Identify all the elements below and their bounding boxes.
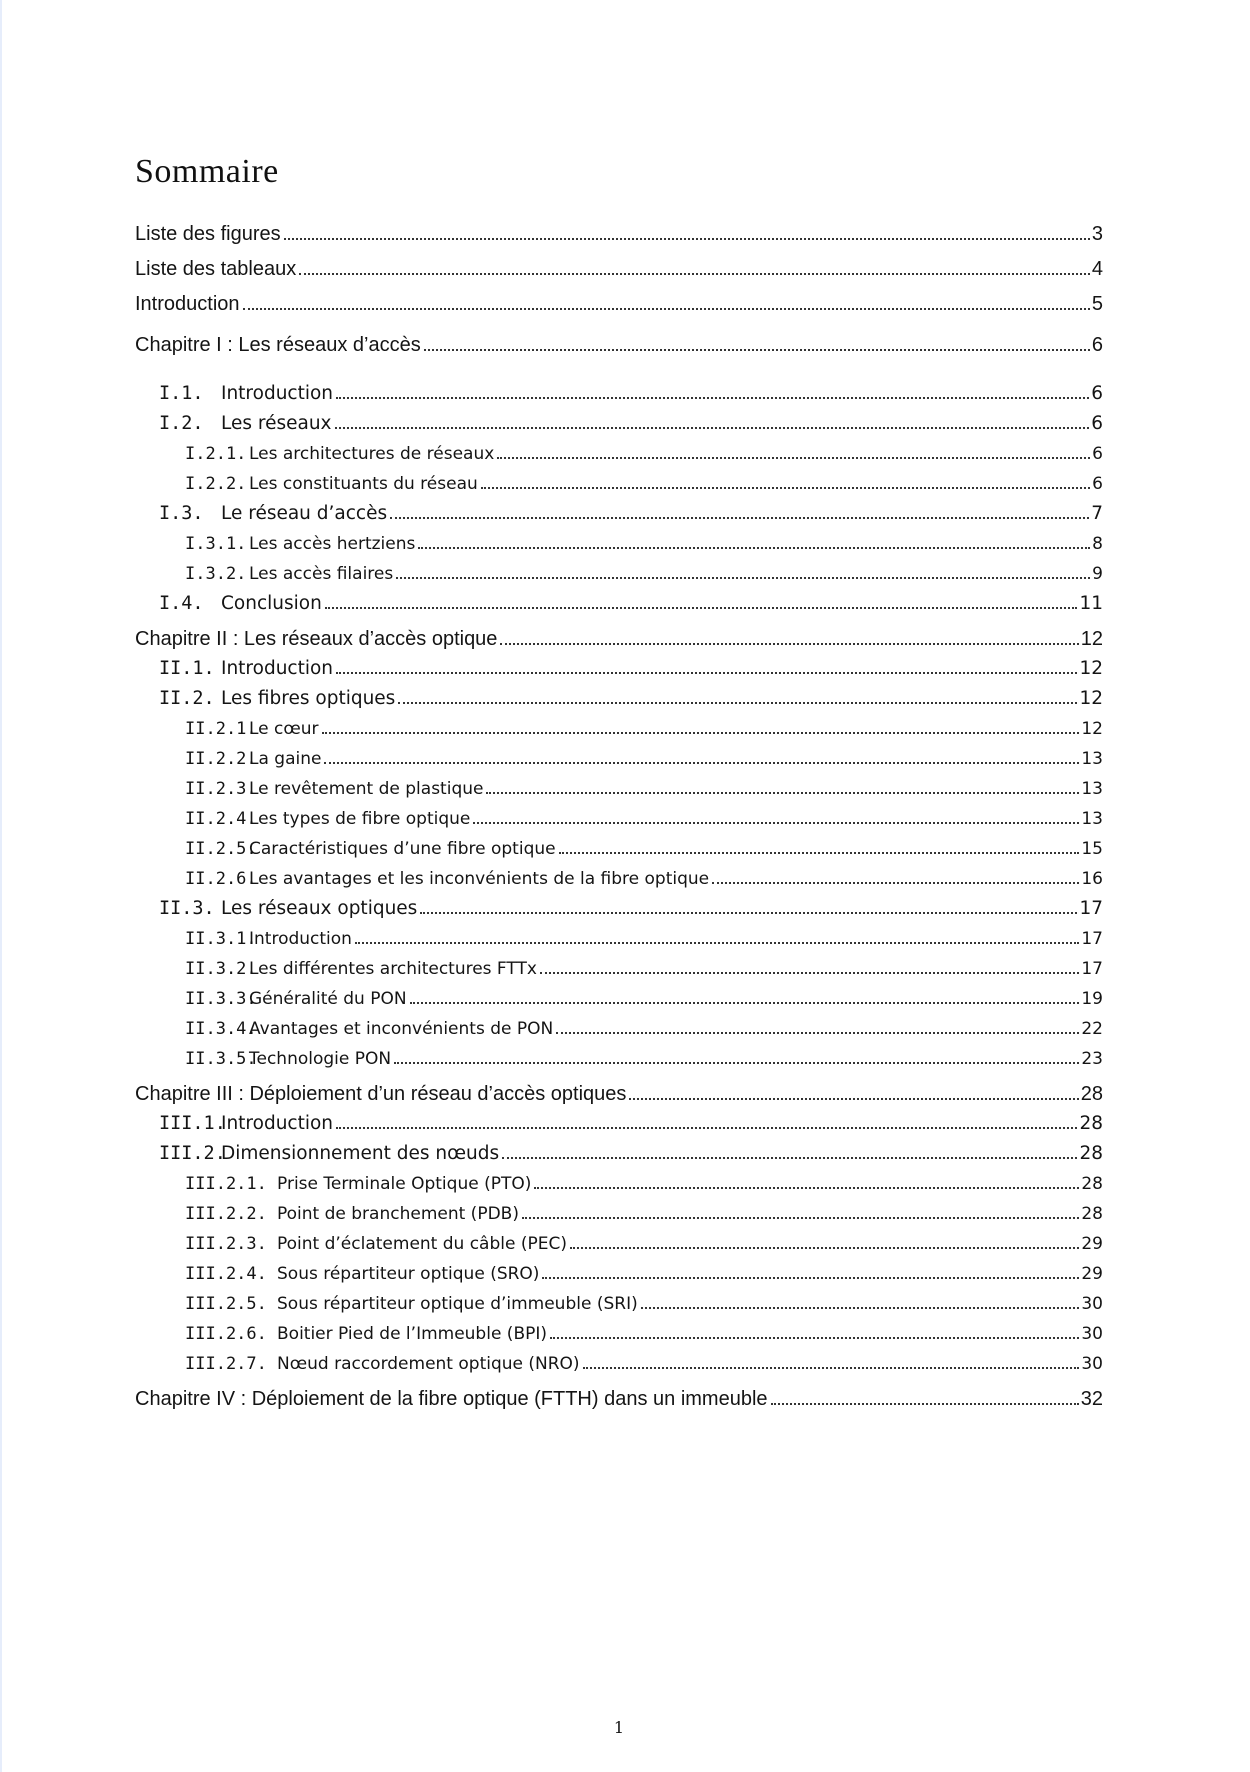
page-number-footer: 1 (613, 1718, 625, 1737)
toc-entry-number: I.4. (159, 593, 204, 615)
toc-entry-label: Les accès filaires (249, 564, 394, 585)
toc-entry[interactable] (135, 1014, 1103, 1044)
toc-entry-number: I.3. (159, 503, 204, 525)
toc-entry-number: II.2.4. (185, 809, 257, 830)
dotted-leader (325, 603, 1078, 609)
toc-entry-label: Chapitre IV : Déploiement de la fibre optique (FTTH) dans un immeuble (135, 1388, 768, 1411)
toc-entry-label: La gaine (249, 749, 322, 770)
toc-entry[interactable] (135, 744, 1103, 774)
dotted-leader (486, 788, 1079, 794)
toc-entry-number: II.3.2. (185, 959, 257, 980)
toc-entry-page: 5 (1091, 293, 1103, 316)
dotted-leader (583, 1363, 1080, 1369)
toc-entry-page: 6 (1091, 383, 1103, 405)
table-of-contents (135, 219, 1103, 1414)
toc-entry[interactable] (135, 1139, 1103, 1169)
toc-entry-page: 28 (1079, 1113, 1103, 1135)
toc-entry[interactable] (135, 439, 1103, 469)
toc-entry-page: 6 (1092, 474, 1103, 495)
toc-entry-label: Introduction (221, 658, 334, 680)
toc-entry-label: Point d’éclatement du câble (PEC) (277, 1234, 567, 1255)
dotted-leader (396, 573, 1090, 579)
toc-entry-number: III.2. (159, 1143, 226, 1165)
toc-entry-label: Les différentes architectures FTTx (249, 959, 537, 980)
toc-entry[interactable] (135, 624, 1103, 654)
dotted-leader (473, 818, 1079, 824)
toc-entry-label: Le revêtement de plastique (249, 779, 484, 800)
toc-entry[interactable] (135, 1319, 1103, 1349)
toc-entry-label: Les architectures de réseaux (249, 444, 495, 465)
toc-entry-label: Introduction (221, 1113, 334, 1135)
dotted-leader (522, 1213, 1079, 1219)
toc-entry[interactable] (135, 834, 1103, 864)
toc-entry[interactable] (135, 984, 1103, 1014)
toc-entry-number: II.2.6. (185, 869, 257, 890)
dotted-leader (390, 513, 1089, 519)
toc-entry-label: Nœud raccordement optique (NRO) (277, 1354, 580, 1375)
toc-entry-label: Introduction (135, 293, 240, 316)
dotted-leader (243, 304, 1090, 310)
dotted-leader (284, 234, 1090, 240)
toc-entry-number: I.1. (159, 383, 204, 405)
toc-entry-page: 30 (1081, 1354, 1103, 1375)
toc-entry-label: Liste des figures (135, 223, 281, 246)
toc-entry-page: 8 (1092, 534, 1103, 555)
toc-entry[interactable] (135, 1259, 1103, 1289)
toc-entry-number: II.3. (159, 898, 215, 920)
dotted-leader (410, 998, 1080, 1004)
toc-entry[interactable] (135, 1044, 1103, 1074)
toc-entry-number: II.3.4. (185, 1019, 257, 1040)
toc-entry-page: 7 (1091, 503, 1103, 525)
toc-entry-label: Les constituants du réseau (249, 474, 478, 495)
toc-entry-page: 17 (1079, 898, 1103, 920)
toc-entry-page: 13 (1081, 809, 1103, 830)
dotted-leader (771, 1399, 1079, 1405)
dotted-leader (335, 423, 1090, 429)
toc-entry-page: 32 (1080, 1388, 1103, 1411)
toc-entry-label: Le réseau d’accès (221, 503, 388, 525)
toc-entry-label: Caractéristiques d’une fibre optique (249, 839, 556, 860)
toc-entry-page: 12 (1081, 719, 1103, 740)
toc-entry-page: 6 (1091, 334, 1103, 357)
toc-entry-page: 13 (1081, 749, 1103, 770)
dotted-leader (542, 1273, 1079, 1279)
dotted-leader (299, 269, 1090, 275)
toc-entry-label: Les réseaux optiques (221, 898, 418, 920)
toc-entry-page: 16 (1081, 869, 1103, 890)
toc-entry-number: II.2.3. (185, 779, 257, 800)
dotted-leader (712, 878, 1079, 884)
toc-entry-page: 22 (1081, 1019, 1103, 1040)
toc-entry-number: III.2.7. (185, 1354, 267, 1375)
toc-entry[interactable] (135, 409, 1103, 439)
dotted-leader (324, 758, 1079, 764)
toc-entry-page: 30 (1081, 1324, 1103, 1345)
toc-entry-label: Avantages et inconvénients de PON (249, 1019, 554, 1040)
toc-entry-number: I.2.2. (185, 474, 247, 495)
dotted-leader (559, 848, 1080, 854)
toc-entry[interactable] (135, 1384, 1103, 1414)
toc-entry-page: 28 (1079, 1143, 1103, 1165)
toc-entry-page: 29 (1081, 1264, 1103, 1285)
toc-entry-number: I.3.2. (185, 564, 247, 585)
toc-entry-number: III.1. (159, 1113, 226, 1135)
toc-entry-label: Sous répartiteur optique (SRO) (277, 1264, 540, 1285)
toc-entry-number: I.3.1. (185, 534, 247, 555)
page-title: Sommaire (135, 153, 279, 190)
toc-entry[interactable] (135, 469, 1103, 499)
toc-entry[interactable] (135, 559, 1103, 589)
toc-entry[interactable] (135, 499, 1103, 529)
toc-entry-number: III.2.5. (185, 1294, 267, 1315)
toc-entry-label: Sous répartiteur optique d’immeuble (SRI) (277, 1294, 638, 1315)
toc-entry-number: II.2. (159, 688, 215, 710)
toc-entry-label: Boitier Pied de l’Immeuble (BPI) (277, 1324, 547, 1345)
toc-entry-page: 17 (1081, 959, 1103, 980)
dotted-leader (550, 1333, 1079, 1339)
toc-entry-number: I.2. (159, 413, 204, 435)
dotted-leader (322, 728, 1080, 734)
toc-entry[interactable] (135, 804, 1103, 834)
toc-entry-page: 6 (1092, 444, 1103, 465)
toc-entry-page: 11 (1079, 593, 1103, 615)
toc-entry-label: Généralité du PON (249, 989, 407, 1010)
toc-entry[interactable] (135, 219, 1103, 249)
toc-entry-page: 13 (1081, 779, 1103, 800)
toc-entry-label: Les réseaux (221, 413, 332, 435)
toc-entry-label: Chapitre III : Déploiement d’un réseau d’accès optiques (135, 1083, 627, 1106)
toc-entry[interactable] (135, 714, 1103, 744)
toc-entry-label: Les avantages et les inconvénients de la fibre optique (249, 869, 710, 890)
toc-entry-number: II.2.5. (185, 839, 257, 860)
toc-entry[interactable] (135, 924, 1103, 954)
toc-entry-label: Chapitre II : Les réseaux d’accès optique (135, 628, 498, 651)
dotted-leader (540, 968, 1079, 974)
dotted-leader (534, 1183, 1079, 1189)
toc-entry[interactable] (135, 1109, 1103, 1139)
dotted-leader (641, 1303, 1080, 1309)
toc-entry-page: 17 (1081, 929, 1103, 950)
toc-entry-label: Liste des tableaux (135, 258, 297, 281)
dotted-leader (336, 1123, 1077, 1129)
toc-entry-page: 28 (1081, 1204, 1103, 1225)
toc-entry-page: 12 (1079, 688, 1103, 710)
toc-entry-number: III.2.4. (185, 1264, 267, 1285)
toc-entry-number: II.3.1. (185, 929, 257, 950)
toc-entry[interactable] (135, 1349, 1103, 1379)
toc-entry[interactable] (135, 954, 1103, 984)
toc-entry-number: III.2.6. (185, 1324, 267, 1345)
toc-entry-label: Le cœur (249, 719, 319, 740)
toc-entry[interactable] (135, 529, 1103, 559)
dotted-leader (497, 453, 1090, 459)
toc-entry-page: 29 (1081, 1234, 1103, 1255)
toc-entry-label: Technologie PON (249, 1049, 392, 1070)
toc-entry-number: II.3.3. (185, 989, 257, 1010)
toc-entry-page: 19 (1081, 989, 1103, 1010)
toc-entry[interactable] (135, 1199, 1103, 1229)
dotted-leader (420, 908, 1077, 914)
dotted-leader (394, 1058, 1079, 1064)
toc-entry[interactable] (135, 894, 1103, 924)
dotted-leader (336, 668, 1077, 674)
toc-entry-label: Conclusion (221, 593, 322, 615)
toc-entry[interactable] (135, 774, 1103, 804)
dotted-leader (570, 1243, 1079, 1249)
toc-entry[interactable] (135, 864, 1103, 894)
dotted-leader (398, 698, 1077, 704)
toc-entry-page: 23 (1081, 1049, 1103, 1070)
toc-entry-number: II.2.1. (185, 719, 257, 740)
toc-entry[interactable] (135, 589, 1103, 619)
dotted-leader (500, 639, 1078, 645)
toc-entry-page: 3 (1091, 223, 1103, 246)
toc-entry[interactable] (135, 1079, 1103, 1109)
dotted-leader (424, 345, 1090, 351)
toc-entry[interactable] (135, 379, 1103, 409)
toc-entry[interactable] (135, 254, 1103, 284)
toc-entry-page: 9 (1092, 564, 1103, 585)
toc-entry-number: II.1. (159, 658, 215, 680)
toc-entry[interactable] (135, 1169, 1103, 1199)
toc-entry-label: Les types de fibre optique (249, 809, 471, 830)
toc-entry-label: Les accès hertziens (249, 534, 416, 555)
dotted-leader (355, 938, 1079, 944)
toc-entry-page: 6 (1091, 413, 1103, 435)
toc-entry[interactable] (135, 330, 1103, 360)
dotted-leader (556, 1028, 1079, 1034)
toc-entry-label: Point de branchement (PDB) (277, 1204, 519, 1225)
toc-entry[interactable] (135, 654, 1103, 684)
toc-entry-number: III.2.1. (185, 1174, 267, 1195)
toc-entry-page: 28 (1080, 1083, 1103, 1106)
toc-entry-label: Introduction (249, 929, 352, 950)
toc-entry-number: III.2.2. (185, 1204, 267, 1225)
toc-entry-number: III.2.3. (185, 1234, 267, 1255)
toc-entry-label: Prise Terminale Optique (PTO) (277, 1174, 532, 1195)
dotted-leader (418, 543, 1090, 549)
toc-entry-page: 12 (1079, 658, 1103, 680)
toc-entry-label: Dimensionnement des nœuds (221, 1143, 500, 1165)
toc-entry-number: II.2.2. (185, 749, 257, 770)
dotted-leader (629, 1094, 1078, 1100)
toc-entry[interactable] (135, 1289, 1103, 1319)
toc-entry-page: 15 (1081, 839, 1103, 860)
dotted-leader (502, 1153, 1077, 1159)
toc-entry-number: II.3.5. (185, 1049, 257, 1070)
toc-entry-page: 30 (1081, 1294, 1103, 1315)
toc-entry-label: Chapitre I : Les réseaux d’accès (135, 334, 421, 357)
dotted-leader (336, 393, 1089, 399)
toc-entry-label: Introduction (221, 383, 334, 405)
toc-entry-page: 4 (1091, 258, 1103, 281)
toc-entry[interactable] (135, 684, 1103, 714)
toc-entry[interactable] (135, 1229, 1103, 1259)
toc-entry-page: 12 (1080, 628, 1103, 651)
toc-entry[interactable] (135, 289, 1103, 319)
dotted-leader (481, 483, 1090, 489)
toc-entry-page: 28 (1081, 1174, 1103, 1195)
toc-entry-number: I.2.1. (185, 444, 247, 465)
toc-entry-label: Les fibres optiques (221, 688, 396, 710)
